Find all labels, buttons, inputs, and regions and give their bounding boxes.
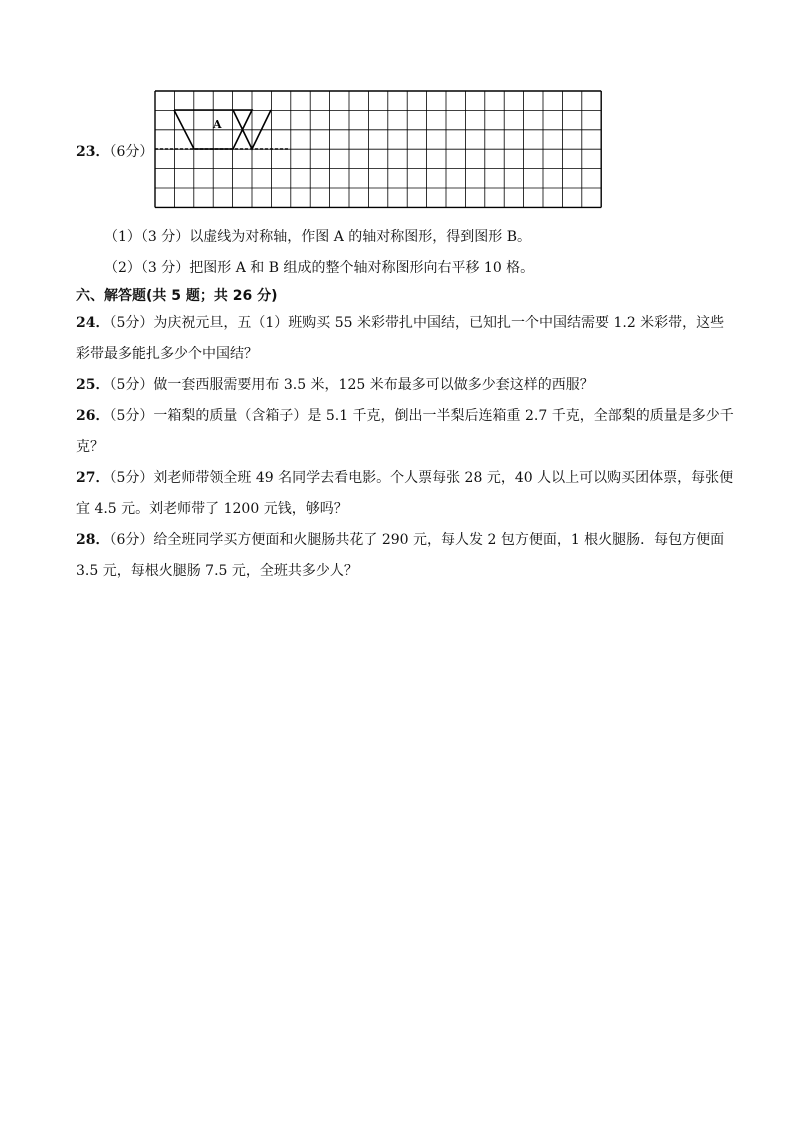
question-25-number: 25． <box>76 377 110 393</box>
question-26-line1 <box>76 406 734 426</box>
q23-part1: （1）（3 分）以虚线为对称轴，作图 A 的轴对称图形，得到图形 B。 <box>104 229 532 245</box>
grid-figure <box>0 0 794 230</box>
question-28-line1 <box>76 530 724 550</box>
question-28-line2: 3.5 元，每根火腿肠 7.5 元，全班共多少人？ <box>76 563 358 579</box>
q23-part2: （2）（3 分）把图形 A 和 B 组成的整个轴对称图形向右平移 10 格。 <box>104 260 535 276</box>
question-27-number: 27． <box>76 470 110 486</box>
question-27-line2: 宜 4.5 元。刘老师带了 1200 元钱，够吗？ <box>76 501 348 517</box>
question-28-number: 28． <box>76 532 110 548</box>
question-26-number: 26． <box>76 408 110 424</box>
figure-a-label: A <box>213 118 222 131</box>
question-23-number: 23． <box>76 144 110 160</box>
question-25-text: （5分）做一套西服需要用布 3.5 米，125 米布最多可以做多少套这样的西服？ <box>109 377 594 393</box>
question-24-number: 24． <box>76 315 110 331</box>
section-six-title: 六、解答题(共 5 题；共 26 分) <box>76 288 278 304</box>
question-23-score: （6分） <box>109 144 154 160</box>
question-28-text: （6分）给全班同学买方便面和火腿肠共花了 290 元，每人发 2 包方便面，1 根火腿肠．每包方便面 <box>109 532 725 548</box>
question-24-line2: 彩带最多能扎多少个中国结？ <box>76 346 258 362</box>
question-24-text: （5分）为庆祝元旦，五（1）班购买 55 米彩带扎中国结，已知扎一个中国结需要 1.2 米彩带，这些 <box>109 315 725 331</box>
question-27-text: （5分）刘老师带领全班 49 名同学去看电影。个人票每张 28 元，40 人以上可以购买团体票，每张便 <box>109 470 734 486</box>
question-27-line1 <box>76 468 733 488</box>
question-26-text: （5分）一箱梨的质量（含箱子）是 5.1 千克，倒出一半梨后连箱重 2.7 千克，全部梨的质量是多少千 <box>109 408 734 424</box>
question-25-line1 <box>76 375 594 395</box>
question-24-line1 <box>76 313 724 333</box>
question-26-line2: 克？ <box>76 439 104 455</box>
